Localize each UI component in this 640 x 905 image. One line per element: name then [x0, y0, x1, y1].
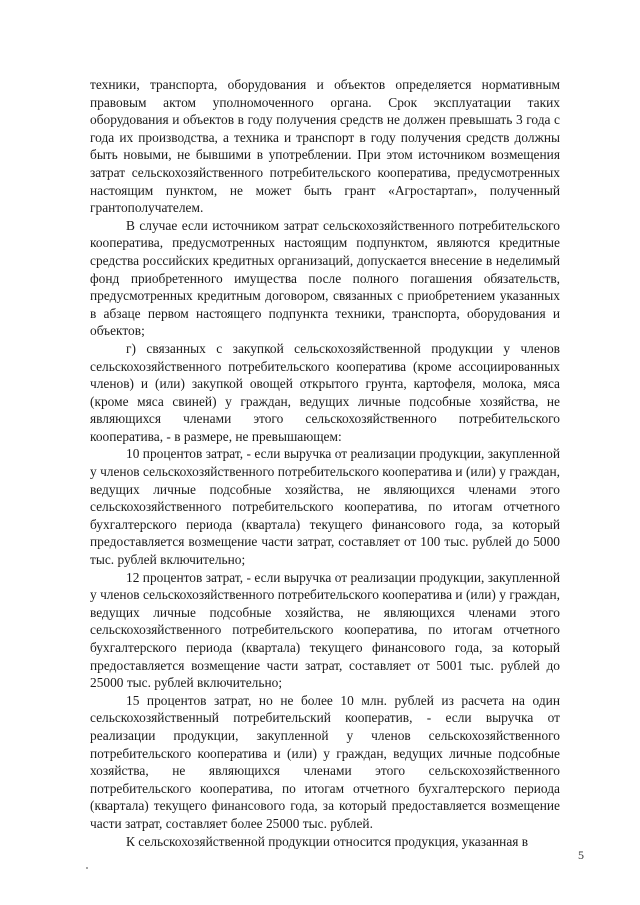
paragraph-equipment-terms: техники, транспорта, оборудования и объектов определяется нормативным правовым актом уполномоченного органа. Срок эксплуатации таких оборудования и объектов в году получения средств не должен превышать 3 года с года их производства, а техника и транспорт в году получения средств должны быть новыми, не бывшими в употреблении. При этом источником возмещения затрат сельскохозяйственного потребительского кооператива, предусмотренных настоящим пунктом, не может быть грант «Агростартап», полученный грантополучателем. — [90, 77, 560, 216]
document-body — [90, 76, 560, 850]
paragraph-rate-10-percent: 10 процентов затрат, - если выручка от реализации продукции, закупленной у членов сельскохозяйственного потребительского кооператива и (или) у граждан, ведущих личные подсобные хозяйства, не являющихся членами этого сельскохозяйственного потребительского кооператива, по итогам отчетного бухгалтерского периода (квартала) текущего финансового года, за который предоставляется возмещение части затрат, составляет от 100 тыс. рублей до 5000 тыс. рублей включительно; — [90, 446, 560, 568]
page-number: 5 — [578, 848, 584, 862]
paragraph-agricultural-products: К сельскохозяйственной продукции относится продукция, указанная в — [126, 833, 529, 849]
paragraph-subitem-g: г) связанных с закупкой сельскохозяйственной продукции у членов сельскохозяйственного потребительского кооператива (кроме ассоциированных членов) и (или) закупкой овощей открытого грунта, картофеля, молока, мяса (кроме мяса свиней) у граждан, ведущих личные подсобные хозяйства, не являющихся членами этого сельскохозяйственного потребительского кооператива, - в размере, не превышающем: — [90, 340, 560, 444]
paragraph-credit-funds: В случае если источником затрат сельскохозяйственного потребительского кооператива, предусмотренных настоящим подпунктом, являются кредитные средства российских кредитных организаций, допускается внесение в неделимый фонд приобретенного имущества после полного погашения обязательств, предусмотренных кредитным договором, связанных с приобретением указанных в абзаце первом настоящего подпункта техники, транспорта, оборудования и объектов; — [90, 217, 560, 339]
paragraph-rate-12-percent: 12 процентов затрат, - если выручка от реализации продукции, закупленной у членов сельскохозяйственного потребительского кооператива и (или) у граждан, ведущих личные подсобные хозяйства, не являющихся членами этого сельскохозяйственного потребительского кооператива, по итогам отчетного бухгалтерского периода (квартала) текущего финансового года, за который предоставляется возмещение части затрат, составляет от 5001 тыс. рублей до 25000 тыс. рублей включительно; — [90, 569, 560, 691]
paragraph-rate-15-percent: 15 процентов затрат, но не более 10 млн. рублей из расчета на один сельскохозяйственный потребительский кооператив, - если выручка от реализации продукции, закупленной у членов сельскохозяйственного потребительского кооператива и (или) у граждан, ведущих личные подсобные хозяйства, не являющихся членами этого сельскохозяйственного потребительского кооператива, по итогам отчетного бухгалтерского периода (квартала) текущего финансового года, за который предоставляется возмещение части затрат, составляет более 25000 тыс. рублей. — [90, 692, 560, 831]
scan-speck — [86, 867, 88, 869]
